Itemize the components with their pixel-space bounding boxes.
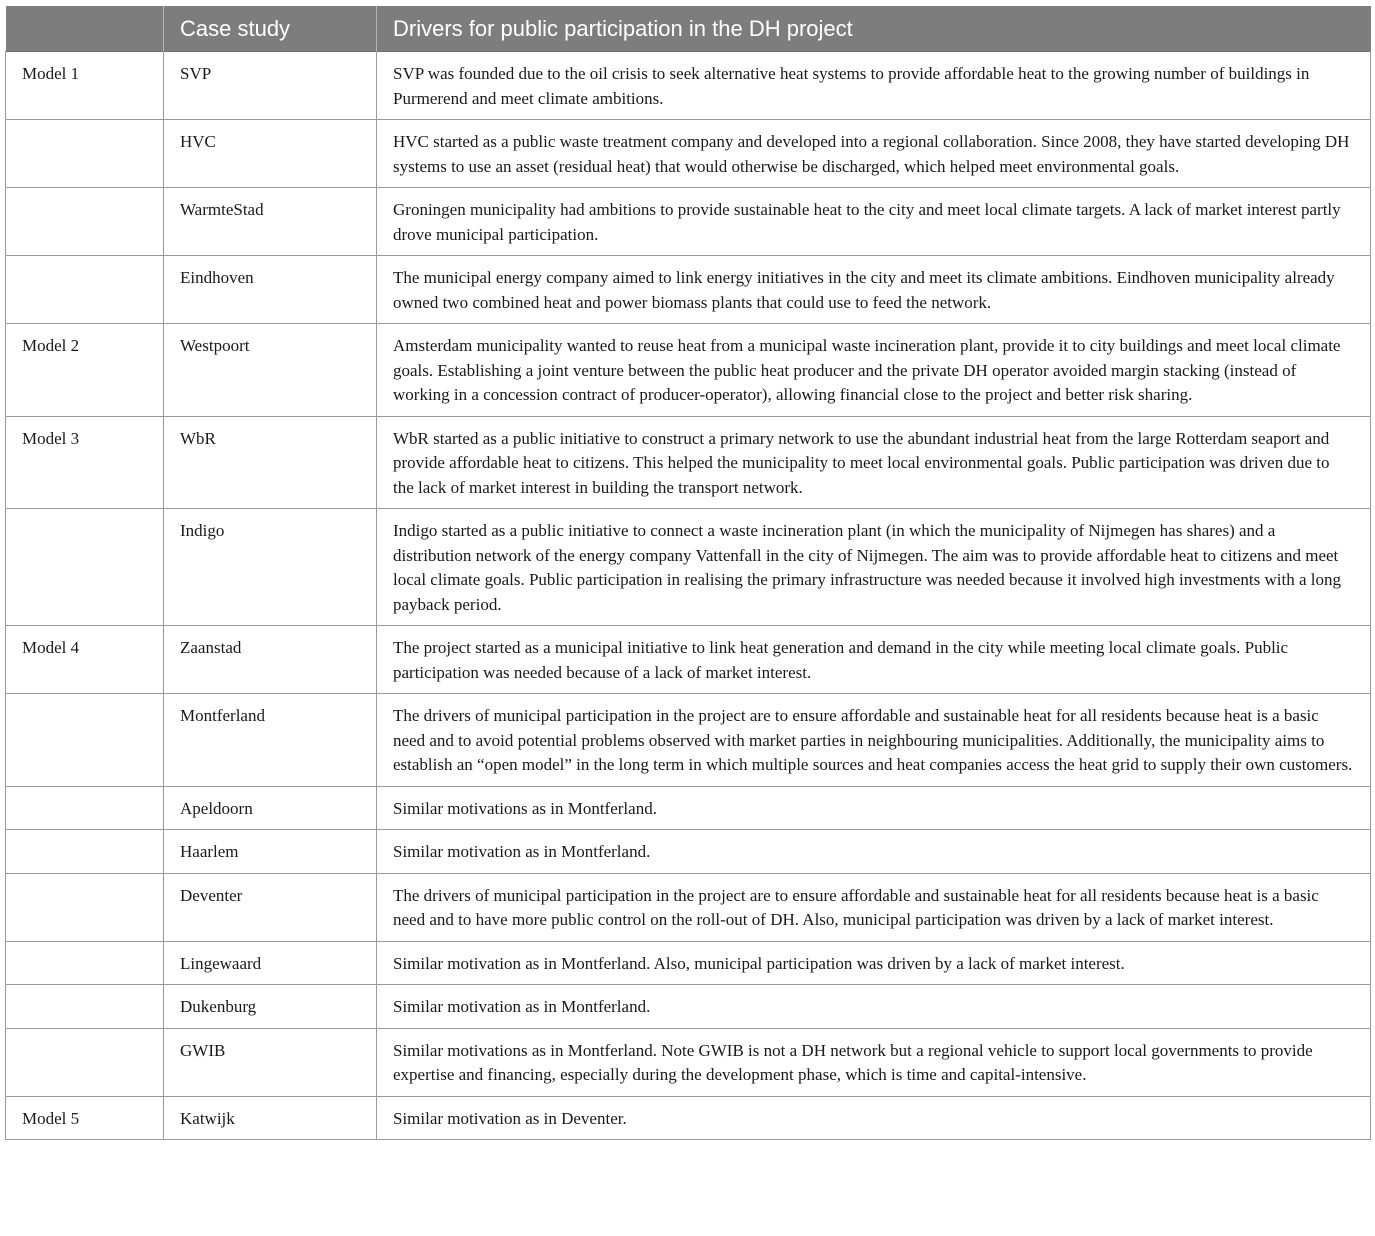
cell-driver: Similar motivations as in Montferland.	[377, 786, 1371, 830]
header-row	[6, 6, 1371, 52]
cell-case-study: SVP	[164, 52, 377, 120]
cell-driver: Similar motivation as in Montferland.	[377, 830, 1371, 874]
cell-driver: WbR started as a public initiative to construct a primary network to use the abundant industrial heat from the large Rotterdam seaport and provide affordable heat to citizens. This helped the municipality to meet local environmental goals. Public participation was driven due to the lack of market interest in building the transport network.	[377, 416, 1371, 509]
cell-driver: The municipal energy company aimed to link energy initiatives in the city and meet its climate ambitions. Eindhoven municipality already owned two combined heat and power biomass plants that could use to feed the network.	[377, 256, 1371, 324]
cell-model	[6, 120, 164, 188]
cell-driver: Similar motivation as in Deventer.	[377, 1096, 1371, 1140]
cell-model	[6, 985, 164, 1029]
cell-model	[6, 941, 164, 985]
cell-model	[6, 786, 164, 830]
table-row	[6, 256, 1371, 324]
table-row	[6, 509, 1371, 626]
cell-case-study: Deventer	[164, 873, 377, 941]
cell-driver: Indigo started as a public initiative to connect a waste incineration plant (in which the municipality of Nijmegen has shares) and a distribution network of the energy company Vattenfall in the city of Nijmegen. The aim was to provide affordable heat to citizens and meet local climate goals. Public participation in realising the primary infrastructure was needed because it involved high investments with a long payback period.	[377, 509, 1371, 626]
cell-model	[6, 256, 164, 324]
table-container	[5, 6, 1370, 1140]
cell-model	[6, 830, 164, 874]
table-row	[6, 52, 1371, 120]
cell-case-study: WbR	[164, 416, 377, 509]
header-drivers: Drivers for public participation in the DH project	[377, 6, 1371, 52]
cell-case-study: Lingewaard	[164, 941, 377, 985]
table-row	[6, 1096, 1371, 1140]
table-row	[6, 694, 1371, 787]
cell-case-study: Indigo	[164, 509, 377, 626]
cell-driver: Groningen municipality had ambitions to provide sustainable heat to the city and meet local climate targets. A lack of market interest partly drove municipal participation.	[377, 188, 1371, 256]
cell-case-study: Westpoort	[164, 324, 377, 417]
cell-case-study: Katwijk	[164, 1096, 377, 1140]
cell-driver: Similar motivations as in Montferland. Note GWIB is not a DH network but a regional vehicle to support local governments to provide expertise and financing, especially during the development phase, which is time and capital-intensive.	[377, 1028, 1371, 1096]
cell-model	[6, 1028, 164, 1096]
cell-case-study: Apeldoorn	[164, 786, 377, 830]
cell-model	[6, 188, 164, 256]
cell-driver: The drivers of municipal participation in the project are to ensure affordable and sustainable heat for all residents because heat is a basic need and to avoid potential problems observed with market parties in neighbouring municipalities. Additionally, the municipality aims to establish an “open model” in the long term in which multiple sources and heat companies access the heat grid to supply their own customers.	[377, 694, 1371, 787]
cell-case-study: Eindhoven	[164, 256, 377, 324]
cell-case-study: WarmteStad	[164, 188, 377, 256]
cell-driver: Amsterdam municipality wanted to reuse heat from a municipal waste incineration plant, provide it to city buildings and meet local climate goals. Establishing a joint venture between the public heat producer and the private DH operator avoided margin stacking (instead of working in a concession contract of producer-operator), allowing financial close to the project and better risk sharing.	[377, 324, 1371, 417]
cell-case-study: GWIB	[164, 1028, 377, 1096]
table-row	[6, 188, 1371, 256]
drivers-table	[5, 6, 1371, 1140]
table-row	[6, 985, 1371, 1029]
cell-case-study: HVC	[164, 120, 377, 188]
header-case-study: Case study	[164, 6, 377, 52]
table-row	[6, 120, 1371, 188]
table-row	[6, 1028, 1371, 1096]
cell-driver: The drivers of municipal participation in the project are to ensure affordable and sustainable heat for all residents because heat is a basic need and to have more public control on the roll-out of DH. Also, municipal participation was driven by a lack of market interest.	[377, 873, 1371, 941]
cell-model: Model 1	[6, 52, 164, 120]
cell-model: Model 3	[6, 416, 164, 509]
table-row	[6, 324, 1371, 417]
cell-model: Model 2	[6, 324, 164, 417]
table-header	[6, 6, 1371, 52]
cell-model	[6, 509, 164, 626]
cell-case-study: Montferland	[164, 694, 377, 787]
cell-model	[6, 694, 164, 787]
cell-case-study: Dukenburg	[164, 985, 377, 1029]
cell-driver: Similar motivation as in Montferland.	[377, 985, 1371, 1029]
cell-case-study: Zaanstad	[164, 626, 377, 694]
table-row	[6, 941, 1371, 985]
table-body	[6, 52, 1371, 1140]
cell-model	[6, 873, 164, 941]
cell-model: Model 5	[6, 1096, 164, 1140]
header-model	[6, 6, 164, 52]
table-row	[6, 626, 1371, 694]
table-row	[6, 830, 1371, 874]
cell-driver: The project started as a municipal initiative to link heat generation and demand in the city while meeting local climate goals. Public participation was needed because of a lack of market interest.	[377, 626, 1371, 694]
cell-driver: SVP was founded due to the oil crisis to seek alternative heat systems to provide affordable heat to the growing number of buildings in Purmerend and meet climate ambitions.	[377, 52, 1371, 120]
cell-driver: Similar motivation as in Montferland. Also, municipal participation was driven by a lack of market interest.	[377, 941, 1371, 985]
cell-case-study: Haarlem	[164, 830, 377, 874]
table-row	[6, 786, 1371, 830]
table-row	[6, 416, 1371, 509]
cell-model: Model 4	[6, 626, 164, 694]
table-row	[6, 873, 1371, 941]
cell-driver: HVC started as a public waste treatment company and developed into a regional collaboration. Since 2008, they have started developing DH systems to use an asset (residual heat) that would otherwise be discharged, which helped meet environmental goals.	[377, 120, 1371, 188]
